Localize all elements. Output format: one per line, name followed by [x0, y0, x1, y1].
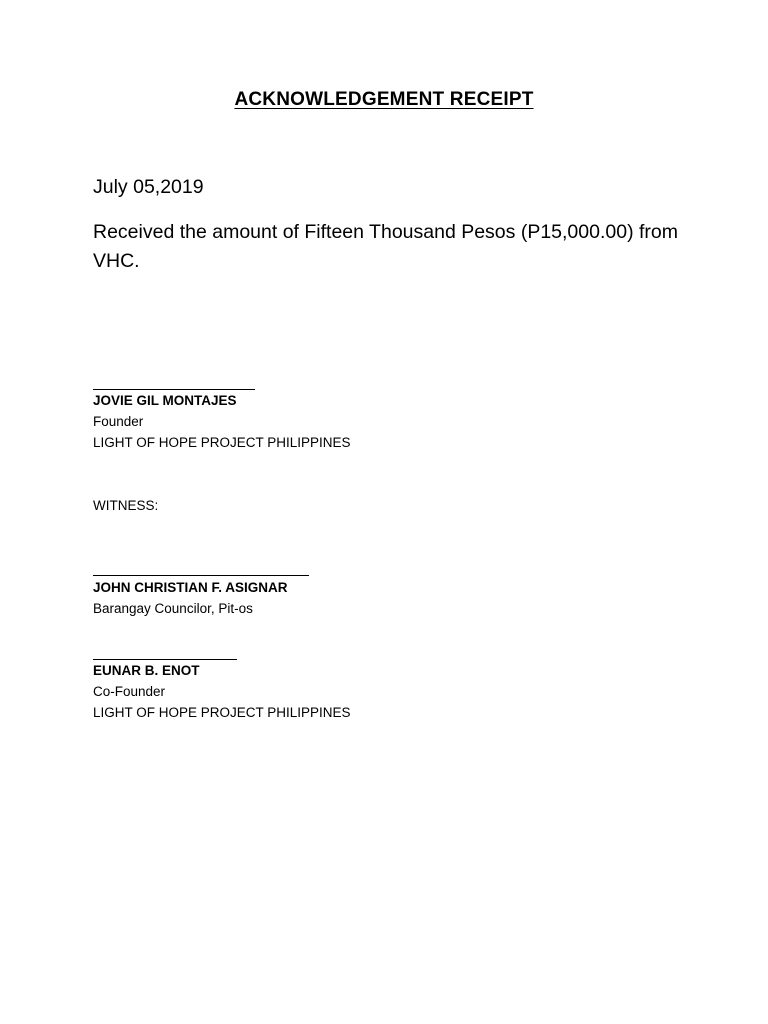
- receipt-date: July 05,2019: [93, 176, 204, 198]
- witness-2-name: EUNAR B. ENOT: [93, 663, 200, 678]
- witness-2-organization: LIGHT OF HOPE PROJECT PHILIPPINES: [93, 705, 351, 720]
- witness-1-position: Barangay Councilor, Pit-os: [93, 601, 253, 616]
- witness-label: WITNESS:: [93, 498, 159, 513]
- signatory-organization: LIGHT OF HOPE PROJECT PHILIPPINES: [93, 435, 351, 450]
- witness-1-name: JOHN CHRISTIAN F. ASIGNAR: [93, 580, 288, 595]
- signature-line-founder: [93, 389, 255, 390]
- witness-2-position: Co-Founder: [93, 684, 166, 699]
- document-title: ACKNOWLEDGEMENT RECEIPT: [234, 89, 534, 110]
- signature-line-witness-1: [93, 575, 309, 576]
- signature-line-witness-2: [93, 659, 237, 660]
- signatory-position: Founder: [93, 414, 144, 429]
- signatory-name: JOVIE GIL MONTAJES: [93, 393, 237, 408]
- receipt-body-text: Received the amount of Fifteen Thousand Pesos (P15,000.00) from VHC.: [93, 221, 678, 272]
